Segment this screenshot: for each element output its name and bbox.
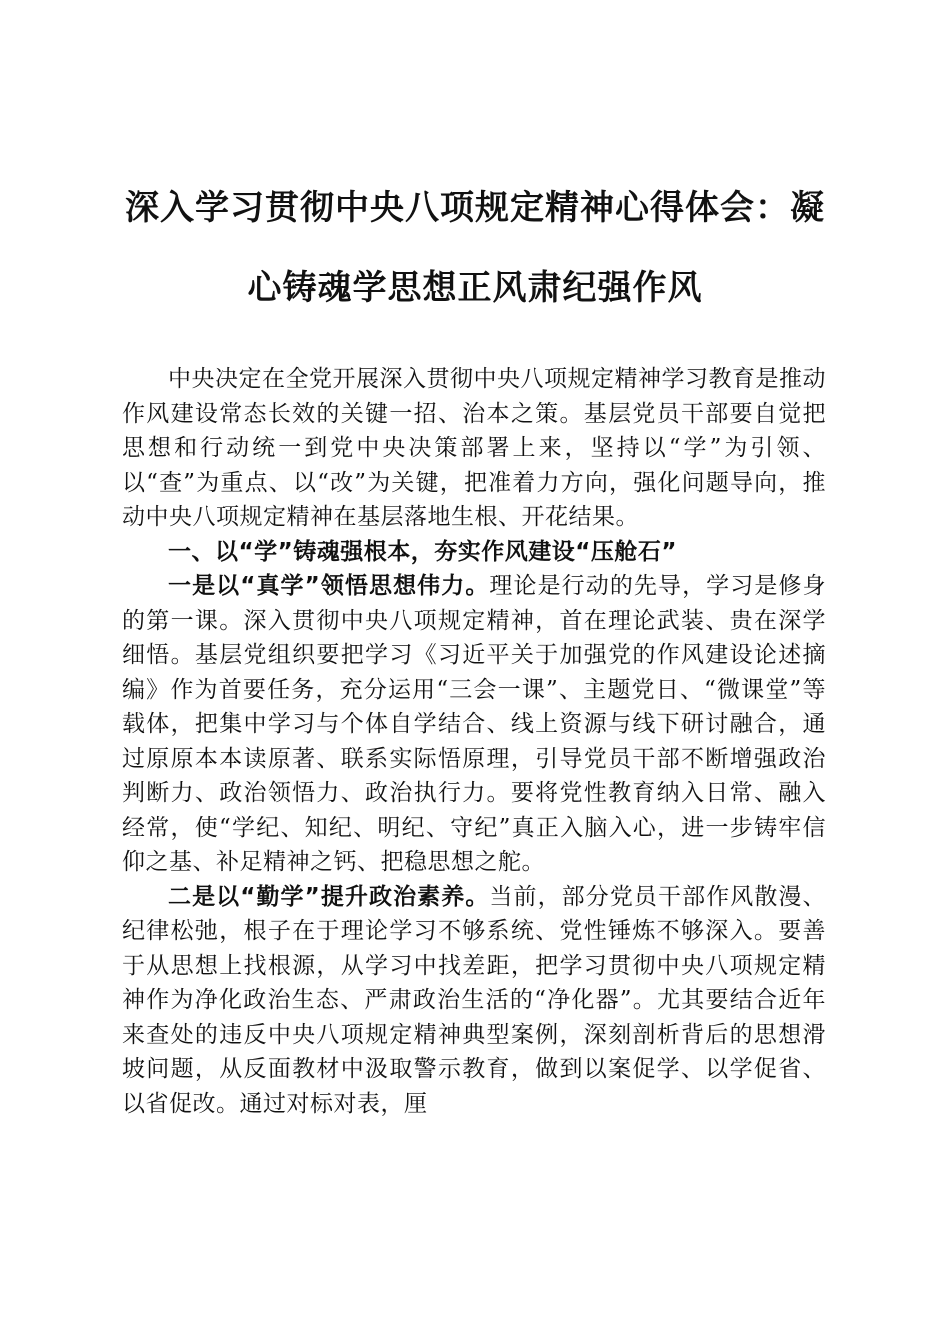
point-2-lead: 二是以“勤学”提升政治素养。 xyxy=(168,883,490,910)
title-line-2: 心铸魂学思想正风肃纪强作风 xyxy=(247,268,703,308)
section-1-heading: 一、以“学”铸魂强根本，夯实作风建设“压舱石” xyxy=(168,538,677,565)
point-2-paragraph xyxy=(122,880,826,1122)
point-1-lead: 一是以“真学”领悟思想伟力。 xyxy=(168,573,490,599)
point-2-text: 当前，部分党员干部作风散漫、纪律松弛，根子在于理论学习不够系统、党性锤炼不够深入。要善于从思想上找根源，从学习中找差距，把学习贯彻中央八项规定精神作为净化政治生态、严肃政治生活的“净化器”。尤其要结合近年来查处的违反中央八项规定精神典型案例，深刻剖析背后的思想滑坡问题，从反面教材中汲取警示教育，做到以案促学、以学促省、以省促改。通过对标对表，厘 xyxy=(122,883,827,1117)
document-body xyxy=(122,362,826,1121)
intro-paragraph: 中央决定在全党开展深入贯彻中央八项规定精神学习教育是推动作风建设常态长效的关键一招、治本之策。基层党员干部要自觉把思想和行动统一到党中央决策部署上来，坚持以“学”为引领、以“查”为重点、以“改”为关键，把准着力方向，强化问题导向，推动中央八项规定精神在基层落地生根、开花结果。 xyxy=(122,366,826,530)
title-line-1: 深入学习贯彻中央八项规定精神心得体会：凝 xyxy=(125,188,825,228)
point-1-text: 理论是行动的先导，学习是修身的第一课。深入贯彻中央八项规定精神，首在理论武装、贵在深学细悟。基层党组织要把学习《习近平关于加强党的作风建设论述摘编》作为首要任务，充分运用“三会一课”、主题党日、“微课堂”等载体，把集中学习与个体自学结合、线上资源与线下研讨融合，通过原原本本读原著、联系实际悟原理，引导党员干部不断增强政治判断力、政治领悟力、政治执行力。要将党性教育纳入日常、融入经常，使“学纪、知纪、明纪、守纪”真正入脑入心，进一步铸牢信仰之基、补足精神之钙、把稳思想之舵。 xyxy=(122,573,827,875)
point-1-paragraph xyxy=(122,569,826,880)
document-title xyxy=(118,168,832,328)
